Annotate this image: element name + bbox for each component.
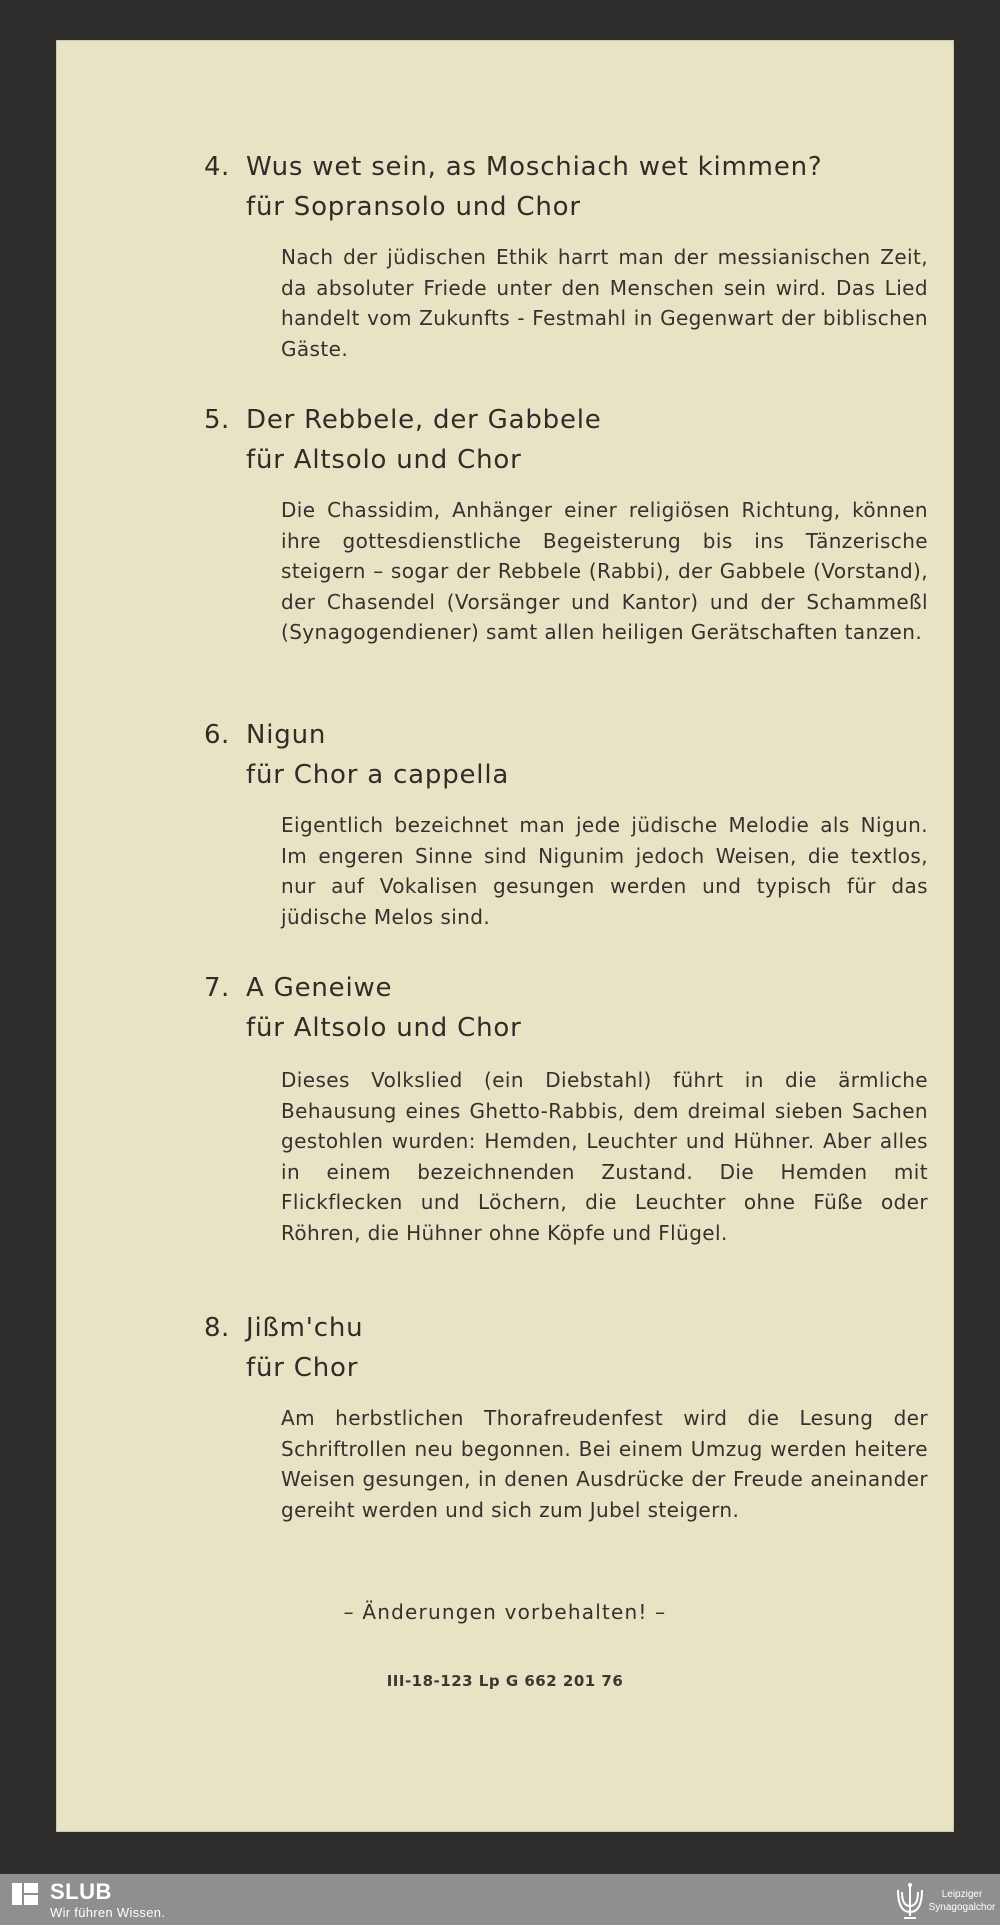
item-subtitle: für Sopransolo und Chor — [246, 192, 581, 222]
choir-label — [926, 1888, 998, 1914]
slub-brand: SLUB — [50, 1879, 112, 1904]
item-number: 8. — [204, 1313, 230, 1343]
item-description: Dieses Volkslied (ein Diebstahl) führt in die ärmliche Behausung eines Ghetto-Rabbis, dem dreimal sieben Sachen gestohlen wurden: Hemden, Leuchter und Hühner. Aber alles in einem bezeichnenden Zustand. Die Hemden mit Flickflecken und Löchern, die Leuchter ohne Füße oder Röhren, die Hühner ohne Köpfe und Flügel. — [281, 1068, 928, 1245]
item-description: Nach der jüdischen Ethik harrt man der messianischen Zeit, da absoluter Friede unter den Menschen sein wird. Das Lied handelt vom Zukunfts - Festmahl in Gegenwart der biblischen Gäste. — [281, 245, 928, 361]
changes-reserved-note: – Änderungen vorbehalten! – — [343, 1600, 667, 1624]
item-number: 4. — [204, 152, 230, 182]
print-code: III-18-123 Lp G 662 201 76 — [386, 1672, 624, 1690]
item-subtitle: für Chor — [246, 1353, 359, 1383]
item-number: 7. — [204, 973, 230, 1003]
item-title: Nigun — [246, 720, 327, 750]
item-description: Am herbstlichen Thorafreudenfest wird die Lesung der Schriftrollen neu begonnen. Bei einem Umzug werden heitere Weisen gesungen, in denen Ausdrücke der Freude aneinander gereiht werden und sich zum Jubel steigern. — [281, 1406, 928, 1522]
item-subtitle: für Altsolo und Chor — [246, 1013, 522, 1043]
item-number: 5. — [204, 405, 230, 435]
menorah-logo-icon — [896, 1882, 924, 1922]
program-page — [56, 40, 954, 1832]
item-title: Der Rebbele, der Gabbele — [246, 405, 602, 435]
item-title: Wus wet sein, as Moschiach wet kimmen? — [246, 152, 823, 182]
item-description: Eigentlich bezeichnet man jede jüdische Melodie als Nigun. Im engeren Sinne sind Nigunim jedoch Weisen, die textlos, nur auf Vokalisen gesungen werden und typisch für das jüdische Melos sind. — [281, 813, 928, 929]
slub-logo-icon — [12, 1883, 38, 1905]
choir-label-line1: Leipziger — [941, 1889, 983, 1900]
item-title: Jißm'chu — [246, 1313, 364, 1343]
item-description: Die Chassidim, Anhänger einer religiösen Richtung, können ihre gottesdienstliche Begeisterung bis ins Tänzerische steigern – sogar der Rebbele (Rabbi), der Gabbele (Vorstand), der Chasendel (Vorsänger und Kantor) und der Schammeßl (Synagogendiener) samt allen heiligen Gerätschaften tanzen. — [281, 498, 928, 644]
item-title: A Geneiwe — [246, 973, 393, 1003]
item-number: 6. — [204, 720, 230, 750]
slub-tagline: Wir führen Wissen. — [50, 1905, 166, 1920]
choir-label-line2: Synagogalchor — [928, 1902, 996, 1913]
footer-bar — [0, 1874, 1000, 1925]
item-subtitle: für Chor a cappella — [246, 760, 510, 790]
item-subtitle: für Altsolo und Chor — [246, 445, 522, 475]
